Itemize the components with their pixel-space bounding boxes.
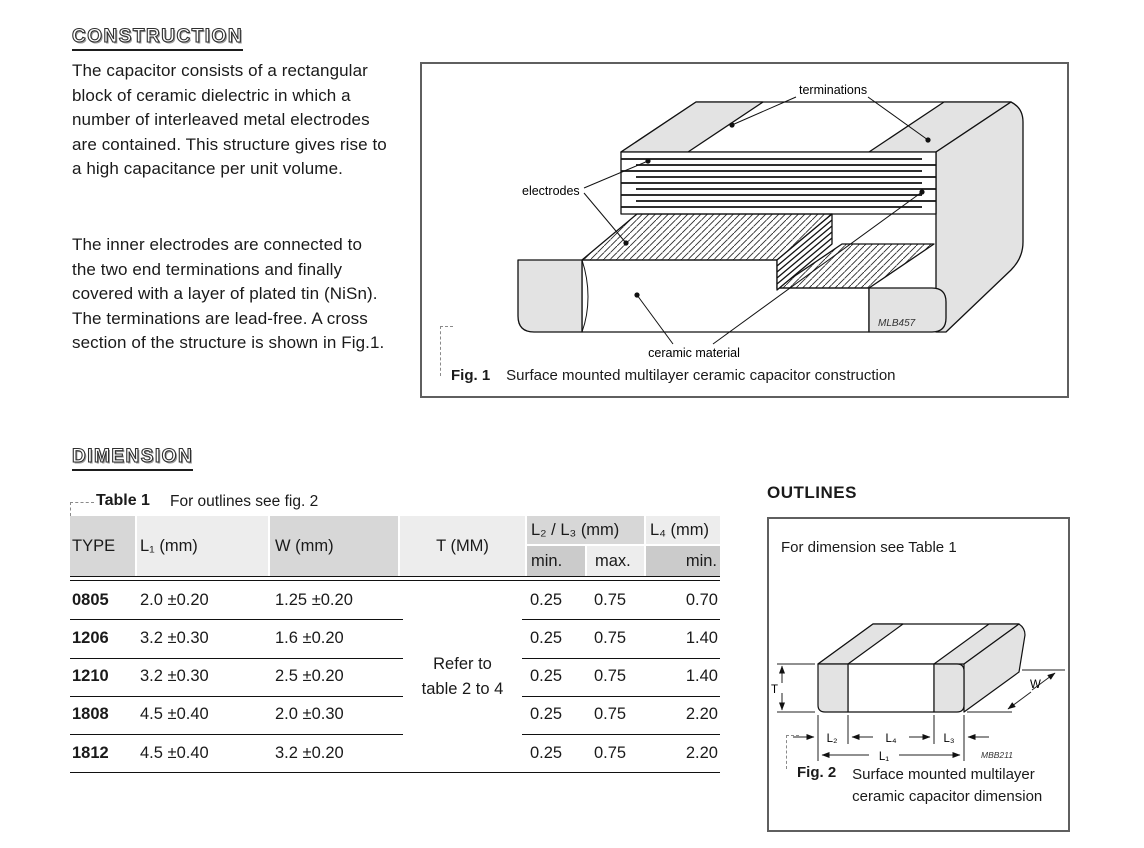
dimension-heading: DIMENSION bbox=[72, 446, 193, 471]
table-row: 1206 3.2 ±0.30 1.6 ±0.20 0.25 0.75 1.40 bbox=[72, 628, 718, 647]
fig1-label-terminations: terminations bbox=[799, 83, 868, 97]
table-row: 1808 4.5 ±0.40 2.0 ±0.30 0.25 0.75 2.20 bbox=[72, 705, 718, 724]
row-separator bbox=[522, 696, 720, 697]
fig1-label-electrodes: electrodes bbox=[522, 184, 580, 198]
fig2-left-termination-front bbox=[818, 664, 848, 712]
fig1-caption-text: Surface mounted multilayer ceramic capacitor construction bbox=[506, 367, 896, 384]
fig1-label-ceramic-material: ceramic material bbox=[648, 346, 740, 360]
fig2-dim-l4: L₄ bbox=[885, 733, 897, 745]
fig2-drawing bbox=[769, 559, 1068, 773]
row-separator bbox=[70, 734, 403, 735]
table1 bbox=[70, 516, 720, 775]
fig1-drawing bbox=[422, 64, 1067, 364]
column-header-type: TYPE bbox=[70, 516, 135, 576]
row-separator bbox=[522, 734, 720, 735]
table-row: 1812 4.5 ±0.40 3.2 ±0.20 0.25 0.75 2.20 bbox=[72, 743, 718, 762]
subheader-l2l3-max: max. bbox=[587, 546, 644, 576]
fig2-right-termination-front bbox=[934, 664, 964, 712]
column-header-l2l3: L₂ / L₃ (mm) bbox=[527, 516, 644, 544]
outlines-note: For dimension see Table 1 bbox=[781, 539, 957, 556]
fig2-dim-l2: L₂ bbox=[826, 733, 838, 745]
row-separator bbox=[522, 619, 720, 620]
row-separator bbox=[70, 658, 403, 659]
table1-caption-bracket bbox=[70, 502, 94, 516]
outlines-box bbox=[767, 517, 1070, 832]
left-termination-front bbox=[518, 260, 582, 332]
column-header-l1: L₁ (mm) bbox=[137, 516, 268, 576]
table-bottom-rule bbox=[70, 772, 720, 773]
table-row: 0805 2.0 ±0.20 1.25 ±0.20 0.25 0.75 0.70 bbox=[72, 590, 718, 609]
fig1-caption-label: Fig. 1 bbox=[451, 367, 491, 384]
fig2-dim-l1: L₁ bbox=[878, 751, 890, 763]
row-separator bbox=[522, 658, 720, 659]
fig2-caption-label: Fig. 2 bbox=[797, 764, 837, 781]
table1-caption-note: For outlines see fig. 2 bbox=[170, 493, 319, 510]
construction-paragraph-1: The capacitor consists of a rectangular block of ceramic dielectric in which a number of interleaved metal electrodes are contained. This structure gives rise to a high capacitance per unit volume. bbox=[72, 61, 387, 179]
t-column-note: Refer to table 2 to 4 bbox=[421, 654, 504, 698]
capacitor-cutaway bbox=[518, 102, 1023, 332]
subheader-l2l3-min: min. bbox=[527, 546, 585, 576]
capacitor-outline bbox=[818, 624, 1025, 712]
fig2-caption-text: Surface mounted multilayer ceramic capacitor dimension bbox=[852, 766, 1043, 805]
subheader-l4-min: min. bbox=[646, 546, 720, 576]
fig2-dim-w: W bbox=[1030, 679, 1041, 691]
fig1-drawing-code: MLB457 bbox=[878, 318, 916, 329]
column-header-t: T (MM) bbox=[400, 516, 525, 576]
row-separator bbox=[70, 696, 403, 697]
column-header-w: W (mm) bbox=[270, 516, 398, 576]
fig2-drawing-code: MBB211 bbox=[981, 750, 1013, 760]
column-header-l4: L₄ (mm) bbox=[646, 516, 720, 544]
table1-caption-label: Table 1 bbox=[96, 492, 150, 509]
construction-heading: CONSTRUCTION bbox=[72, 26, 243, 51]
row-separator bbox=[70, 619, 403, 620]
construction-paragraph-2: The inner electrodes are connected to the two end terminations and finally covered with a layer of plated tin (NiSn). The terminations are lead-free. A cross section of the structure is shown in Fig.1. bbox=[72, 235, 385, 353]
fig2-dim-l3: L₃ bbox=[943, 733, 955, 745]
table-row: 1210 3.2 ±0.30 2.5 ±0.20 0.25 0.75 1.40 bbox=[72, 667, 718, 686]
fig1-box bbox=[420, 62, 1069, 398]
fig2-dim-t: T bbox=[771, 684, 779, 696]
outlines-heading: OUTLINES bbox=[767, 483, 857, 502]
